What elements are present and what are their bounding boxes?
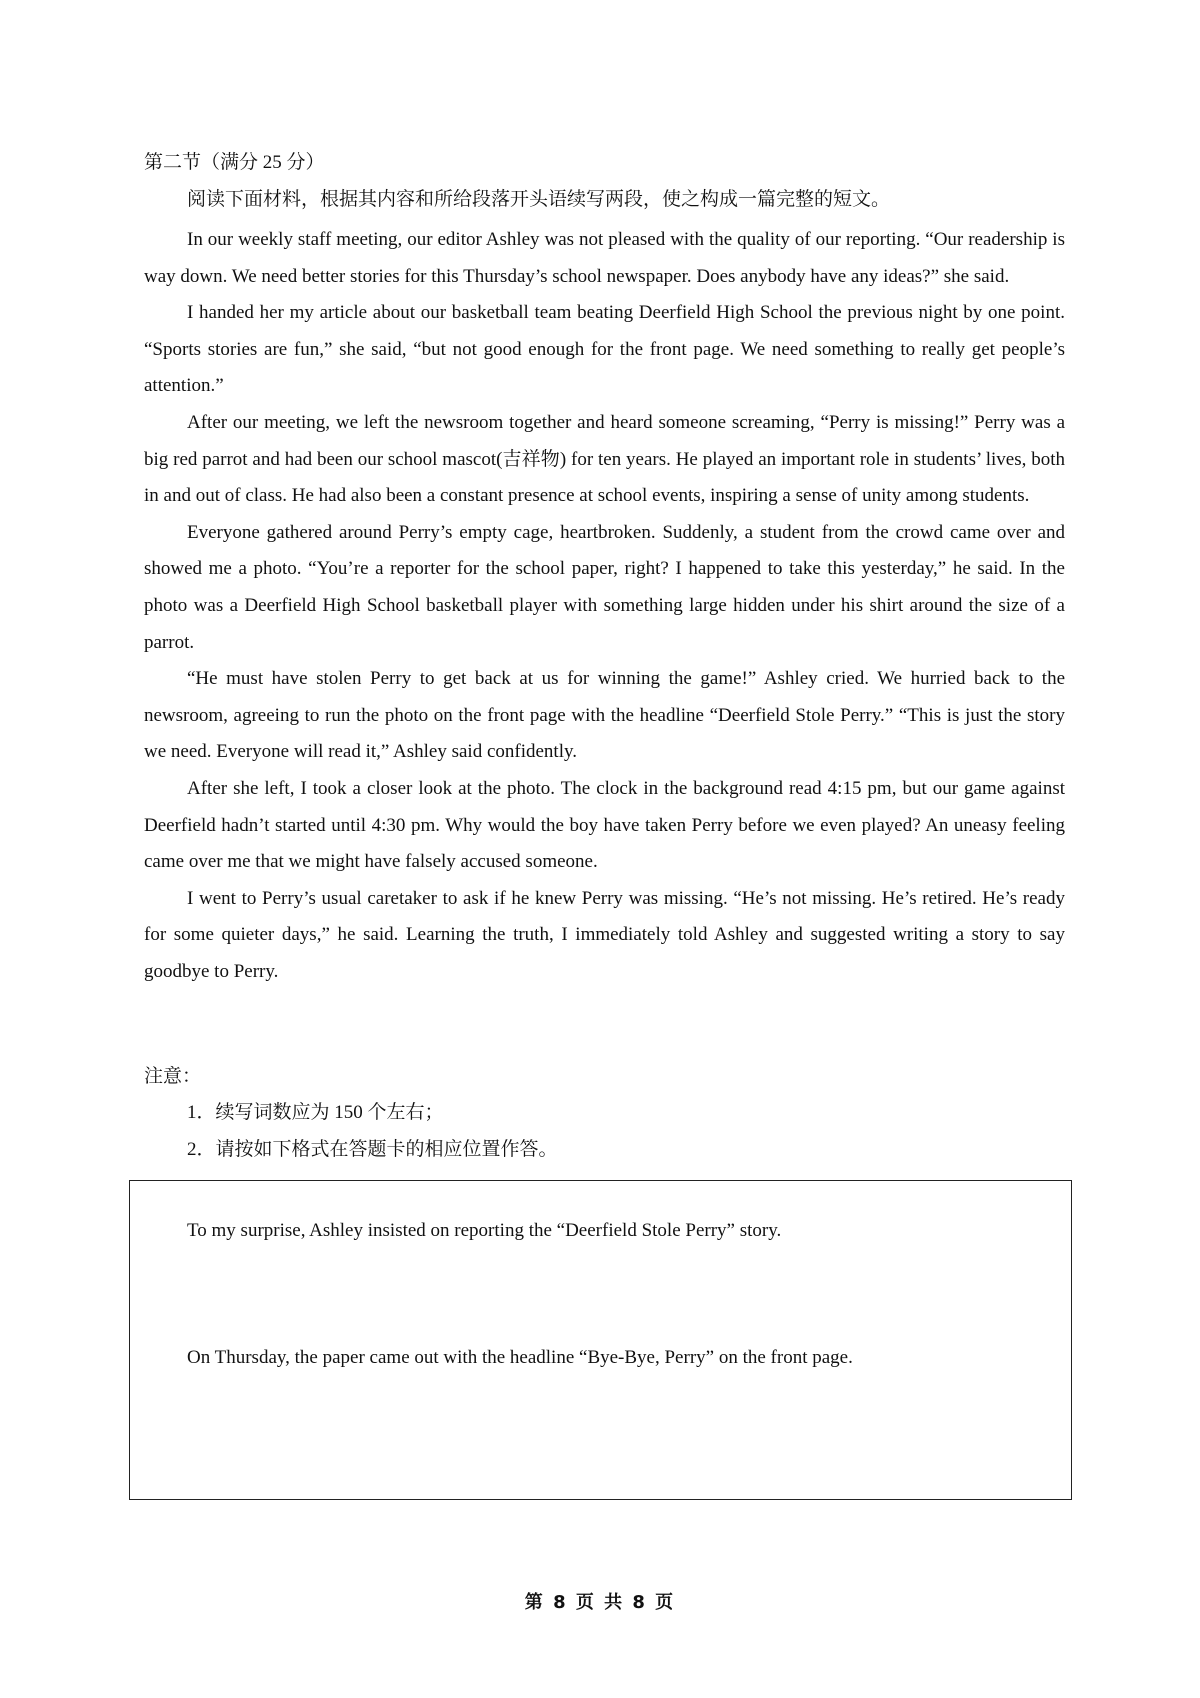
section-heading: 第二节（满分 25 分）: [144, 152, 325, 173]
notes-label: 注意：: [144, 1066, 202, 1087]
passage-paragraph: In our weekly staff meeting, our editor Ashley was not pleased with the quality of our reporting. “Our readership is way down. We need better stories for this Thursday’s school newspaper. Does anybody have any ideas?” she said.: [144, 229, 1065, 287]
passage-paragraph: After our meeting, we left the newsroom together and heard someone screaming, “Perry is missing!” Perry was a big red parrot and had been our school mascot(吉祥物) for ten years. He played an important role in students’ lives, both in and out of class. He had also been a constant presence at school events, inspiring a sense of unity among students.: [144, 411, 1065, 507]
passage-paragraph: Everyone gathered around Perry’s empty cage, heartbroken. Suddenly, a student from the crowd came over and showed me a photo. “You’re a reporter for the school paper, right? I happened to take this yesterday,” he said. In the photo was a Deerfield High School basketball player with something large hidden under his shirt around the size of a parrot.: [144, 521, 1065, 653]
paragraph-opener-1: To my surprise, Ashley insisted on reporting the “Deerfield Stole Perry” story.: [187, 1220, 782, 1241]
passage-paragraph: After she left, I took a closer look at the photo. The clock in the background read 4:15 pm, but our game against Deerfield hadn’t started until 4:30 pm. Why would the boy have taken Perry before we even played? An uneasy feeling came over me that we might have falsely accused someone.: [144, 777, 1065, 873]
note-item: 1．续写词数应为 150 个左右；: [187, 1102, 444, 1123]
page-number-footer: 第 8 页 共 8 页: [524, 1592, 676, 1613]
answer-format-box: [129, 1180, 1072, 1500]
paragraph-opener-2: On Thursday, the paper came out with the headline “Bye-Bye, Perry” on the front page.: [187, 1347, 853, 1368]
notes-section: [144, 1060, 1044, 1168]
note-item: 2．请按如下格式在答题卡的相应位置作答。: [187, 1139, 558, 1160]
section-instruction: 阅读下面材料，根据其内容和所给段落开头语续写两段，使之构成一篇完整的短文。: [187, 189, 891, 210]
passage-paragraph: I handed her my article about our basketball team beating Deerfield High School the previous night by one point. “Sports stories are fun,” she said, “but not good enough for the front page. We need something to really get people’s attention.”: [144, 302, 1065, 397]
reading-passage: [144, 222, 1065, 990]
passage-paragraph: I went to Perry’s usual caretaker to ask if he knew Perry was missing. “He’s not missing. He’s retired. He’s ready for some quieter days,” he said. Learning the truth, I immediately told Ashley and suggested writing a story to say goodbye to Perry.: [144, 887, 1065, 982]
passage-paragraph: “He must have stolen Perry to get back at us for winning the game!” Ashley cried. We hurried back to the newsroom, agreeing to run the photo on the front page with the headline “Deerfield Stole Perry.” “This is just the story we need. Everyone will read it,” Ashley said confidently.: [144, 668, 1065, 763]
